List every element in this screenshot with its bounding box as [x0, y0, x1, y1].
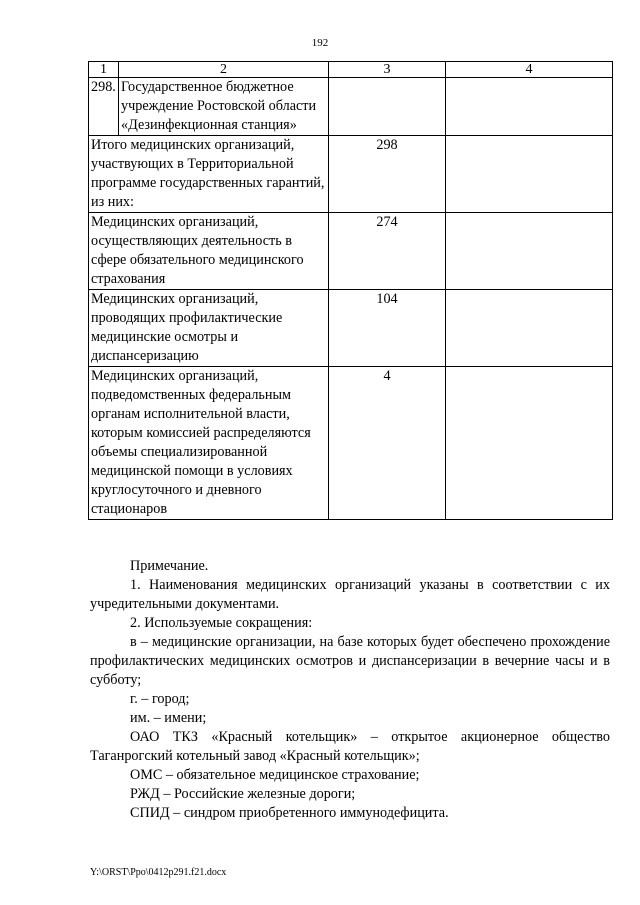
- header-cell-1: 1: [89, 62, 119, 78]
- summary-label: Медицинских организаций, проводящих профилактические медицинские осмотры и диспансеризацию: [89, 290, 329, 367]
- summary-row-oms: [89, 213, 613, 290]
- header-cell-3: 3: [329, 62, 446, 78]
- page-number: 192: [311, 37, 329, 49]
- summary-value: 4: [329, 367, 446, 520]
- header-cell-4: 4: [446, 62, 613, 78]
- notes-title: Примечание.: [130, 558, 209, 574]
- summary-row-prophylactic: [89, 290, 613, 367]
- column-4-cell: [446, 290, 613, 367]
- summary-row-federal: [89, 367, 613, 520]
- summary-value: 104: [329, 290, 446, 367]
- abbreviation-v: в – медицинские организации, на базе которых будет обеспечено прохождение профилактических медицинских осмотров и диспансеризации в вечерние часы и в субботу;: [90, 634, 610, 688]
- summary-label: Итого медицинских организаций, участвующих в Территориальной программе государственных гарантий, из них:: [89, 136, 329, 213]
- summary-value: 298: [329, 136, 446, 213]
- abbreviation-spid: СПИД – синдром приобретенного иммунодефицита.: [130, 805, 449, 821]
- abbreviation-im: им. – имени;: [130, 710, 207, 726]
- note-item-1: 1. Наименования медицинских организаций указаны в соответствии с их учредительными документами.: [90, 577, 610, 612]
- table-row: [89, 78, 613, 136]
- organizations-table: [88, 61, 613, 520]
- file-path-footer: Y:\ORST\Ppo\0412p291.f21.docx: [90, 867, 227, 878]
- table-header-row: [89, 62, 613, 78]
- notes-section: [90, 557, 610, 823]
- abbreviation-oms: ОМС – обязательное медицинское страхование;: [130, 767, 420, 783]
- summary-label: Медицинских организаций, подведомственных федеральным органам исполнительной власти, которым комиссией распределяются объемы специализированной медицинской помощи в условиях круглосуточного и дневного стационаров: [89, 367, 329, 520]
- note-item-2: 2. Используемые сокращения:: [130, 615, 313, 631]
- column-4-cell: [446, 136, 613, 213]
- summary-label: Медицинских организаций, осуществляющих деятельность в сфере обязательного медицинского страхования: [89, 213, 329, 290]
- abbreviation-g: г. – город;: [130, 691, 190, 707]
- row-number: 298.: [89, 78, 119, 136]
- summary-value: 274: [329, 213, 446, 290]
- abbreviation-tkz: ОАО ТКЗ «Красный котельщик» – открытое акционерное общество Таганрогский котельный завод «Красный котельщик»;: [90, 729, 610, 764]
- column-4-cell: [446, 367, 613, 520]
- summary-row-total: [89, 136, 613, 213]
- organization-name: Государственное бюджетное учреждение Ростовской области «Дезинфекционная станция»: [119, 78, 329, 136]
- column-4-cell: [446, 78, 613, 136]
- column-3-cell: [329, 78, 446, 136]
- abbreviation-rzhd: РЖД – Российские железные дороги;: [130, 786, 356, 802]
- column-4-cell: [446, 213, 613, 290]
- header-cell-2: 2: [119, 62, 329, 78]
